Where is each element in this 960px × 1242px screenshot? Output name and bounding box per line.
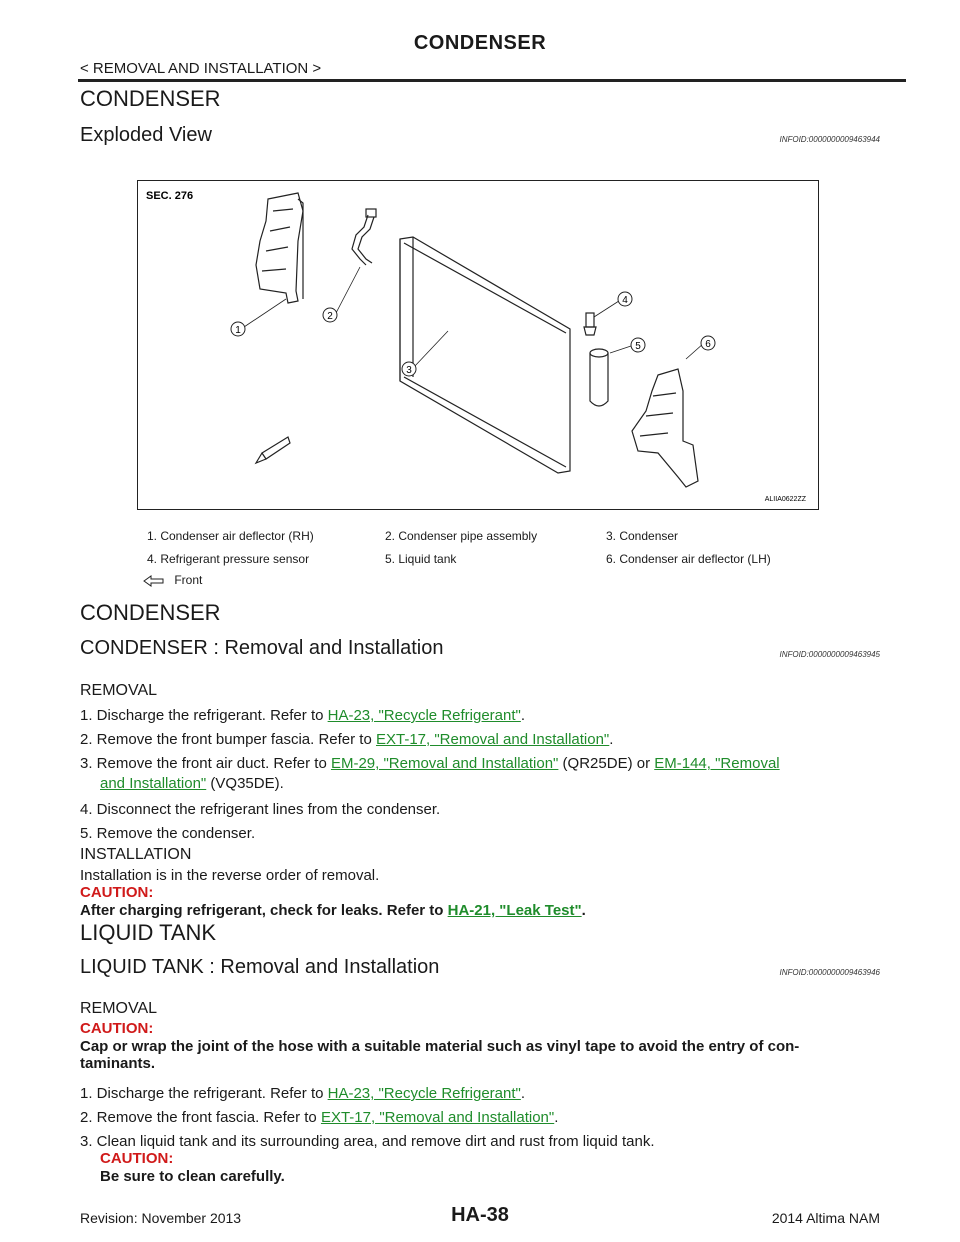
condenser-removal-heading: REMOVAL [80,682,158,699]
condenser-caution-text: After charging refrigerant, check for leaks. Refer to HA-21, "Leak Test". [80,902,586,919]
condenser-step-4: 4. Disconnect the refrigerant lines from the condenser. [80,801,441,818]
front-arrow-icon [256,437,290,463]
legend-item-3: 3. Condenser [606,529,679,543]
callout-3: 3 [406,365,412,376]
condenser-step-2: 2. Remove the front bumper fascia. Refer to EXT-17, "Removal and Installation". [80,731,614,748]
link-ha-23-b[interactable]: HA-23, "Recycle Refrigerant" [327,1085,521,1102]
liquid-tank-step-1: 1. Discharge the refrigerant. Refer to HA-23, "Recycle Refrigerant". [80,1085,526,1102]
condenser-installation-text: Installation is in the reverse order of removal. [80,867,380,884]
liquid-tank [590,349,608,406]
condenser-step-3: 3. Remove the front air duct. Refer to EM-29, "Removal and Installation" (QR25DE) or EM-144, "Removal and Installation" (VQ35DE). [80,755,780,792]
liquid-tank-removal-heading: REMOVAL [80,1000,158,1017]
condenser-step-1: 1. Discharge the refrigerant. Refer to HA-23, "Recycle Refrigerant". [80,707,526,724]
infoid-exploded: INFOID:0000000009463944 [779,135,880,144]
infoid-condenser: INFOID:0000000009463945 [779,650,880,659]
legend-front [143,573,202,587]
liquid-tank-caution-label: CAUTION: [80,1020,154,1037]
callout-6: 6 [705,339,711,350]
condenser-pipe [352,209,376,265]
page-header-title: CONDENSER [413,32,547,54]
footer-revision: Revision: November 2013 [80,1210,242,1226]
condenser-step-5: 5. Remove the condenser. [80,825,256,842]
link-ha-23[interactable]: HA-23, "Recycle Refrigerant" [327,707,521,724]
exploded-view-title: Exploded View [80,124,212,146]
exploded-view-figure [137,180,819,510]
liquid-tank-caution-text: Cap or wrap the joint of the hose with a suitable material such as vinyl tape to avoid the entry of con- taminants. [80,1038,800,1072]
legend-item-4: 4. Refrigerant pressure sensor [147,552,310,566]
section-title-condenser: CONDENSER [80,86,221,111]
air-deflector-lh [632,369,698,487]
exploded-view-drawing [138,181,817,508]
liquid-tank-step-3: 3. Clean liquid tank and its surrounding area, and remove dirt and rust from liquid tank. [80,1133,655,1150]
infoid-liquid-tank: INFOID:0000000009463946 [779,968,880,977]
front-arrow-small-icon [143,575,165,587]
legend-item-2: 2. Condenser pipe assembly [385,529,538,543]
breadcrumb: < REMOVAL AND INSTALLATION > [80,60,322,77]
legend-item-1: 1. Condenser air deflector (RH) [147,529,314,543]
callout-1: 1 [235,325,241,336]
footer-page-number: HA-38 [451,1204,509,1226]
liquid-tank-step-3-caution-label: CAUTION: [100,1150,174,1167]
link-ext-17[interactable]: EXT-17, "Removal and Installation" [375,731,610,748]
legend-item-6: 6. Condenser air deflector (LH) [606,552,771,566]
liquid-tank-removal-title: LIQUID TANK : Removal and Installation [80,956,440,978]
callout-4: 4 [622,295,628,306]
legend-front-label: Front [174,573,203,587]
liquid-tank-step-3-caution-text: Be sure to clean carefully. [100,1168,285,1185]
image-code: ALIIA0622ZZ [764,496,806,503]
section-title-liquid-tank: LIQUID TANK [80,920,217,945]
condenser-installation-heading: INSTALLATION [80,846,192,863]
link-em-144-b[interactable]: and Installation" [100,775,207,792]
header-divider [78,79,906,82]
condenser-removal-title: CONDENSER : Removal and Installation [80,637,444,659]
link-ext-17-b[interactable]: EXT-17, "Removal and Installation" [320,1109,555,1126]
link-em-29[interactable]: EM-29, "Removal and Installation" [330,755,559,772]
link-ha-21[interactable]: HA-21, "Leak Test" [447,902,582,919]
link-em-144-a[interactable]: EM-144, "Removal [654,755,780,772]
sec-label: SEC. 276 [146,190,194,202]
liquid-tank-step-2: 2. Remove the front fascia. Refer to EXT-17, "Removal and Installation". [80,1109,559,1126]
section-title-condenser-2: CONDENSER [80,600,221,625]
callout-5: 5 [635,341,641,352]
footer-model: 2014 Altima NAM [771,1210,880,1226]
legend-item-5: 5. Liquid tank [385,552,457,566]
condenser-caution-label: CAUTION: [80,884,154,901]
callout-2: 2 [327,311,333,322]
pressure-sensor [584,313,596,335]
air-deflector-rh [256,193,303,303]
